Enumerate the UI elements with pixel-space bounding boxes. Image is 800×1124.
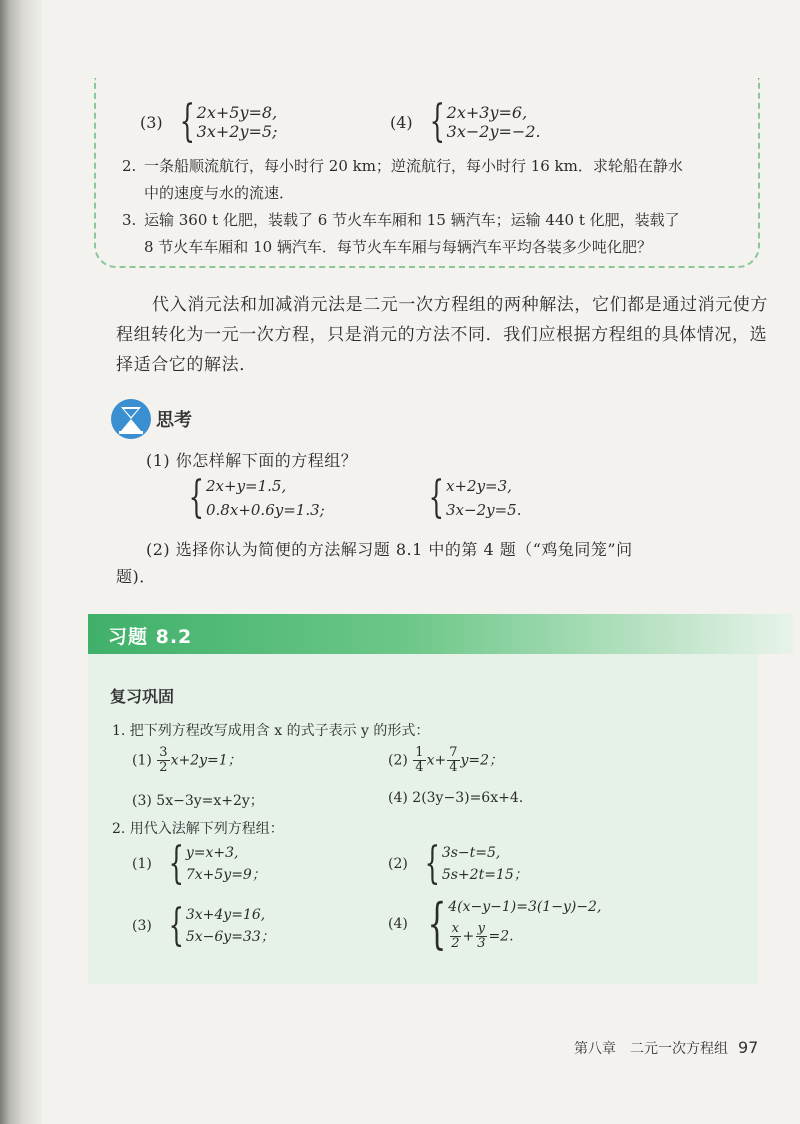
think-question-2-line1: (2) 选择你认为简便的方法解习题 8.1 中的第 4 题（“鸡兔同笼”问 <box>146 540 633 559</box>
think-system-a-eq2: 0.8x+0.6y=1.3; <box>206 501 325 519</box>
hourglass-icon <box>110 398 152 440</box>
exercise-3-num: 3. <box>122 211 137 229</box>
exercise-2-line2: 中的速度与水的流速． <box>144 184 295 202</box>
problem-1a: (1) $\frac{3}{2}$ x+2y=1； <box>132 745 242 775</box>
think-system-b: { x+2y=3, 3x−2y=5. <box>428 472 522 523</box>
think-question-2-line2: 题)． <box>116 567 156 586</box>
problem-2-stem: 2. 用代入法解下列方程组： <box>112 821 284 837</box>
system-4-label: (4) <box>390 112 413 132</box>
think-question-1: (1) 你怎样解下面的方程组？ <box>146 451 358 470</box>
think-system-b-eq1: x+2y=3, <box>446 477 512 495</box>
page-footer <box>574 1038 758 1058</box>
section-title: 复习巩固 <box>110 687 175 706</box>
think-title: 思考 <box>156 410 192 431</box>
problem-2-system-2: (2) { 3s−t=5, 5s+2t=15； <box>388 838 528 889</box>
problem-1c: (3) 5x−3y=x+2y； <box>132 793 264 809</box>
chapter-title: 第八章 二元一次方程组 <box>574 1041 728 1057</box>
think-system-a-eq1: 2x+y=1.5, <box>206 477 287 495</box>
problem-2-system-4: (4) { 4(x−y−1)=3(1−y)−2, $\frac{x}{2}$ + $\frac{y}{3}$ =2. <box>388 891 602 955</box>
exercise-3-line1: 运输 360 t 化肥，装载了 6 节火车车厢和 15 辆汽车；运输 440 t 化肥，装载了 <box>144 211 680 229</box>
exercise-2-line1: 一条船顺流航行，每小时行 20 km；逆流航行，每小时行 16 km．求轮船在静水 <box>144 157 683 175</box>
think-system-a: { 2x+y=1.5, 0.8x+0.6y=1.3; <box>188 472 325 523</box>
problem-1-stem: 1. 把下列方程改写成用含 x 的式子表示 y 的形式： <box>112 723 430 739</box>
system-3-eq1: 2x+5y=8, <box>196 103 278 122</box>
system-4-eq1: 2x+3y=6, <box>446 103 528 122</box>
system-4: (4) { 2x+3y=6, 3x−2y=−2. <box>390 96 541 147</box>
homework-title: 习题 8.2 <box>108 626 193 648</box>
exercise-3-line2: 8 节火车车厢和 10 辆汽车．每节火车车厢与每辆汽车平均各装多少吨化肥？ <box>144 238 652 256</box>
think-system-b-eq2: 3x−2y=5. <box>446 501 522 519</box>
problem-2-system-3: (3) { 3x+4y=16, 5x−6y=33； <box>132 900 275 951</box>
system-3-eq2: 3x+2y=5; <box>196 122 278 141</box>
system-4-eq2: 3x−2y=−2. <box>446 122 541 141</box>
page-number: 97 <box>738 1038 759 1057</box>
system-3-label: (3) <box>140 112 163 132</box>
method-paragraph: 代入消元法和加减消元法是二元一次方程组的两种解法，它们都是通过消元使方程组转化为一元一次方程，只是消元的方法不同．我们应根据方程组的具体情况，选择适合它的解法． <box>116 295 768 375</box>
problem-2-system-1: (1) { y=x+3, 7x+5y=9； <box>132 838 266 889</box>
problem-1d: (4) 2(3y−3)=6x+4. <box>388 790 524 806</box>
exercise-2-num: 2. <box>122 157 137 175</box>
homework-header <box>88 614 794 654</box>
textbook-page <box>42 0 800 1124</box>
system-3: (3) { 2x+5y=8, 3x+2y=5; <box>140 96 278 147</box>
book-spine-shadow <box>0 0 42 1124</box>
problem-1b: (2) $\frac{1}{4}$ x+ $\frac{7}{4}$ y=2； <box>388 745 504 775</box>
